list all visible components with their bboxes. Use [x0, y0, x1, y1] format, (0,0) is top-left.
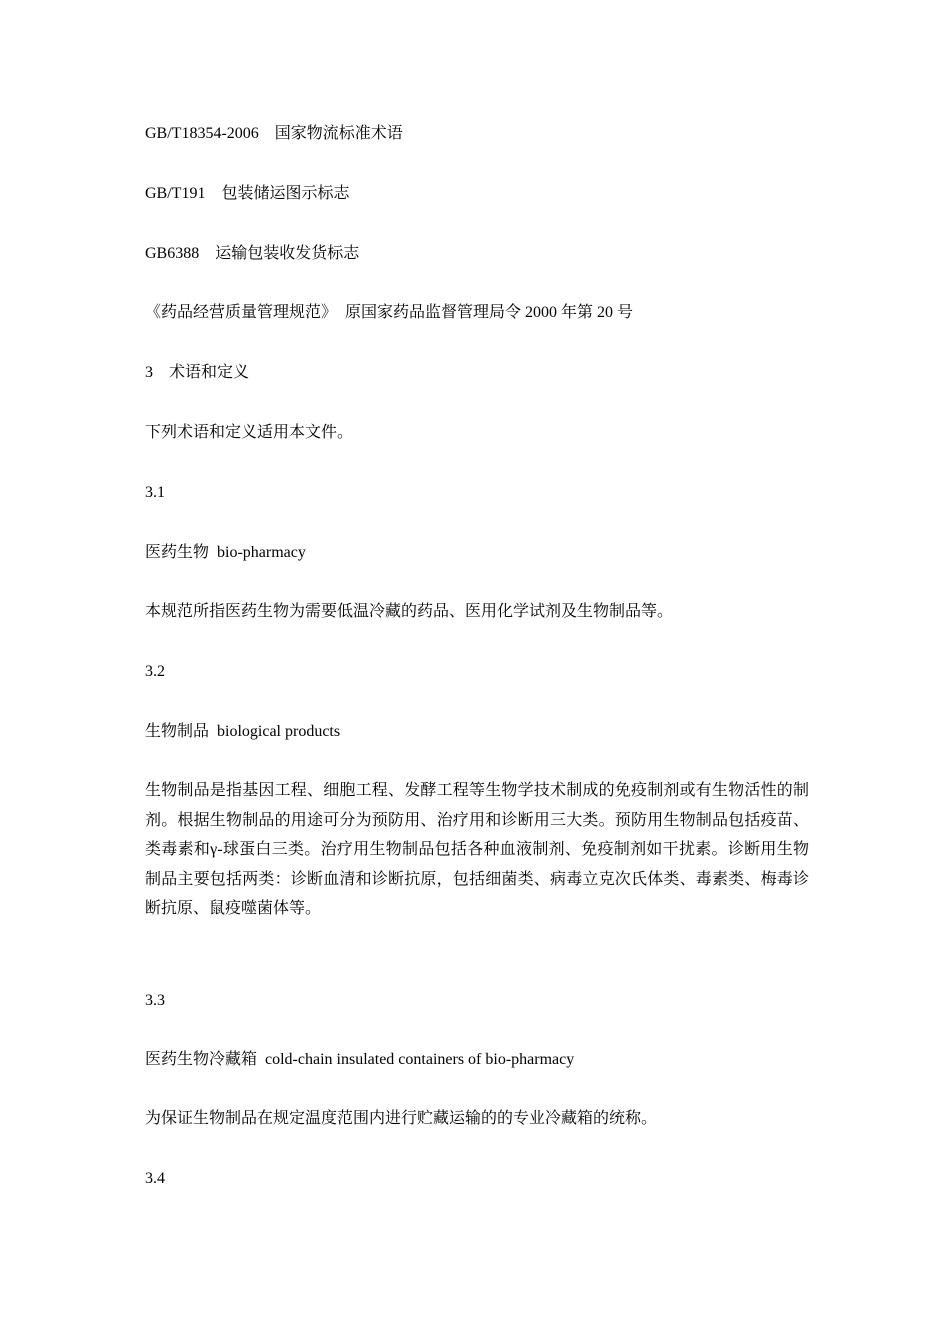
term-title: 医药生物冷藏箱 cold-chain insulated containers of bio-pharmacy — [145, 1051, 575, 1068]
reference-gb6388: GB6388 运输包装收发货标志 — [145, 245, 360, 262]
term-number: 3.4 — [145, 1170, 165, 1187]
reference-gbt191: GB/T191 包装储运图示标志 — [145, 185, 350, 202]
section-heading: 3 术语和定义 — [145, 364, 250, 381]
term-definition: 为保证生物制品在规定温度范围内进行贮藏运输的的专业冷藏箱的统称。 — [145, 1110, 658, 1127]
term-definition: 本规范所指医药生物为需要低温冷藏的药品、医用化学试剂及生物制品等。 — [145, 603, 674, 620]
reference-gsp-regulation: 《药品经营质量管理规范》 原国家药品监督管理局令 2000 年第 20 号 — [145, 304, 634, 321]
term-title: 医药生物 bio-pharmacy — [145, 544, 306, 561]
term-number: 3.3 — [145, 992, 165, 1009]
term-number: 3.2 — [145, 663, 165, 680]
term-definition: 生物制品是指基因工程、细胞工程、发酵工程等生物学技术制成的免疫制剂或有生物活性的制剂。根据生物制品的用途可分为预防用、治疗用和诊断用三大类。预防用生物制品包括疫苗、类毒素和γ-球蛋白三类。治疗用生物制品包括各种血液制剂、免疫制剂如干扰素。诊断用生物制品主要包括两类：诊断血清和诊断抗原，包括细菌类、病毒立克次氏体类、毒素类、梅毒诊断抗原、鼠疫噬菌体等。 — [145, 782, 809, 917]
term-title: 生物制品 biological products — [145, 723, 341, 740]
reference-gbt18354: GB/T18354-2006 国家物流标准术语 — [145, 125, 403, 142]
term-number: 3.1 — [145, 484, 165, 501]
section-intro: 下列术语和定义适用本文件。 — [145, 424, 354, 441]
